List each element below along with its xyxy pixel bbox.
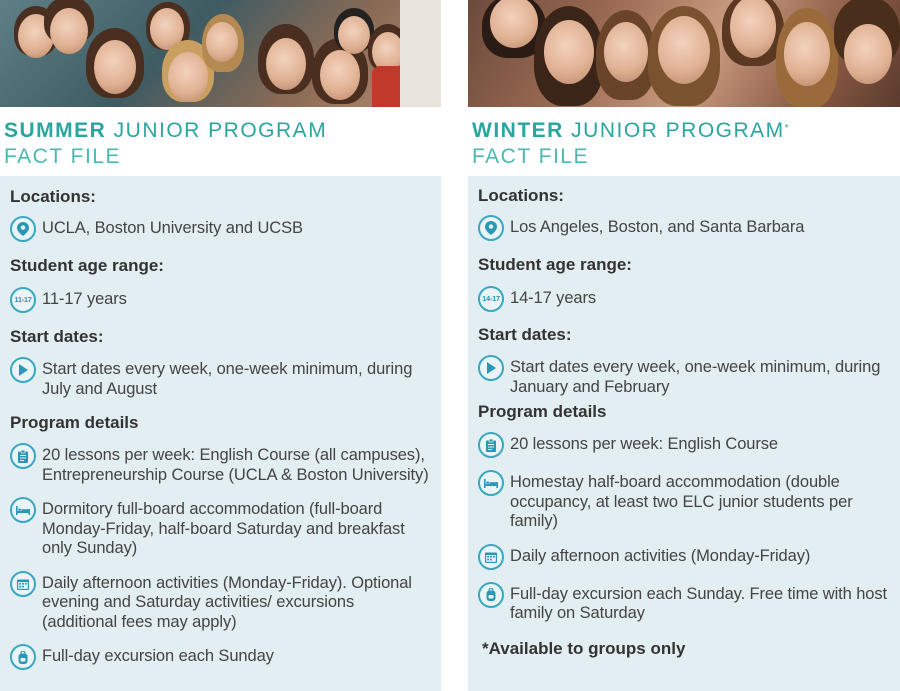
summer-detail-accommodation-text: Dormitory full-board accommodation (full-board Monday-Friday, half-board Saturday and breakfast only Sunday) — [42, 500, 405, 557]
clipboard-icon — [478, 432, 504, 458]
summer-program-title: SUMMER JUNIOR PROGRAM — [4, 119, 328, 142]
winter-locations-item — [478, 218, 900, 241]
bed-icon — [10, 497, 36, 523]
summer-fact-box — [0, 176, 441, 691]
summer-detail-accommodation — [10, 500, 441, 559]
summer-detail-activities-text: Daily afternoon activities (Monday-Friday). Optional evening and Saturday activities/ excursions (additional fees may apply) — [42, 573, 412, 631]
summer-program-column — [0, 0, 441, 665]
winter-fact-box — [468, 176, 900, 691]
summer-locations-title: Locations: — [10, 187, 96, 206]
winter-asterisk: * — [784, 123, 791, 134]
winter-detail-accommodation-text: Homestay half-board accommodation (double occupancy, at least two ELC junior students per family) — [510, 473, 853, 530]
winter-detail-accommodation — [478, 473, 900, 532]
winter-detail-excursion — [478, 585, 900, 624]
play-icon — [10, 357, 36, 383]
summer-age-value: 11-17 years — [42, 290, 127, 308]
winter-program-title: WINTER JUNIOR PROGRAM* — [472, 119, 791, 142]
winter-dates-value: Start dates every week, one-week minimum, during January and February — [510, 358, 881, 396]
summer-dates-value: Start dates every week, one-week minimum, during July and August — [42, 360, 413, 398]
winter-detail-activities-text: Daily afternoon activities (Monday-Friday) — [510, 546, 811, 565]
backpack-icon — [10, 644, 36, 670]
calendar-icon — [10, 571, 36, 597]
play-icon — [478, 355, 504, 381]
summer-dates-title: Start dates: — [10, 327, 104, 346]
summer-detail-excursion — [10, 647, 441, 670]
winter-students-photo — [468, 0, 900, 107]
bed-icon — [478, 470, 504, 496]
winter-groups-note: *Available to groups only — [482, 638, 686, 658]
winter-detail-activities — [478, 547, 900, 570]
winter-dates-item — [478, 358, 900, 397]
winter-detail-lessons-text: 20 lessons per week: English Course — [510, 435, 778, 453]
winter-age-value: 14-17 years — [510, 289, 597, 307]
winter-dates-title: Start dates: — [478, 325, 572, 344]
winter-age-title: Student age range: — [478, 255, 632, 274]
winter-age-item — [478, 289, 900, 312]
calendar-icon — [478, 544, 504, 570]
summer-locations-value: UCLA, Boston University and UCSB — [42, 219, 303, 237]
summer-detail-lessons-text: 20 lessons per week: English Course (all campuses), Entrepreneurship Course (UCLA & Boston University) — [42, 446, 429, 484]
summer-fact-file-label: FACT FILE — [4, 145, 121, 168]
winter-locations-title: Locations: — [478, 186, 564, 205]
winter-locations-value: Los Angeles, Boston, and Santa Barbara — [510, 218, 805, 236]
summer-locations-item — [10, 219, 441, 242]
summer-details-title: Program details — [10, 413, 139, 432]
age-badge-icon: 11-17 — [10, 287, 36, 313]
summer-detail-excursion-text: Full-day excursion each Sunday — [42, 647, 274, 665]
summer-heading — [0, 107, 441, 169]
winter-detail-lessons — [478, 435, 900, 458]
summer-dates-item — [10, 360, 441, 399]
summer-detail-lessons — [10, 446, 441, 485]
location-pin-icon — [478, 215, 504, 241]
clipboard-icon — [10, 443, 36, 469]
winter-detail-excursion-text: Full-day excursion each Sunday. Free time with host family on Saturday — [510, 584, 888, 622]
summer-age-title: Student age range: — [10, 256, 164, 275]
winter-fact-file-label: FACT FILE — [472, 145, 589, 168]
winter-program-column — [468, 0, 900, 658]
location-pin-icon — [10, 216, 36, 242]
age-badge-icon: 14-17 — [478, 286, 504, 312]
winter-details-title: Program details — [478, 402, 607, 421]
summer-students-photo — [0, 0, 441, 107]
summer-age-item — [10, 290, 441, 313]
winter-heading — [468, 107, 900, 169]
backpack-icon — [478, 582, 504, 608]
summer-detail-activities — [10, 574, 441, 633]
